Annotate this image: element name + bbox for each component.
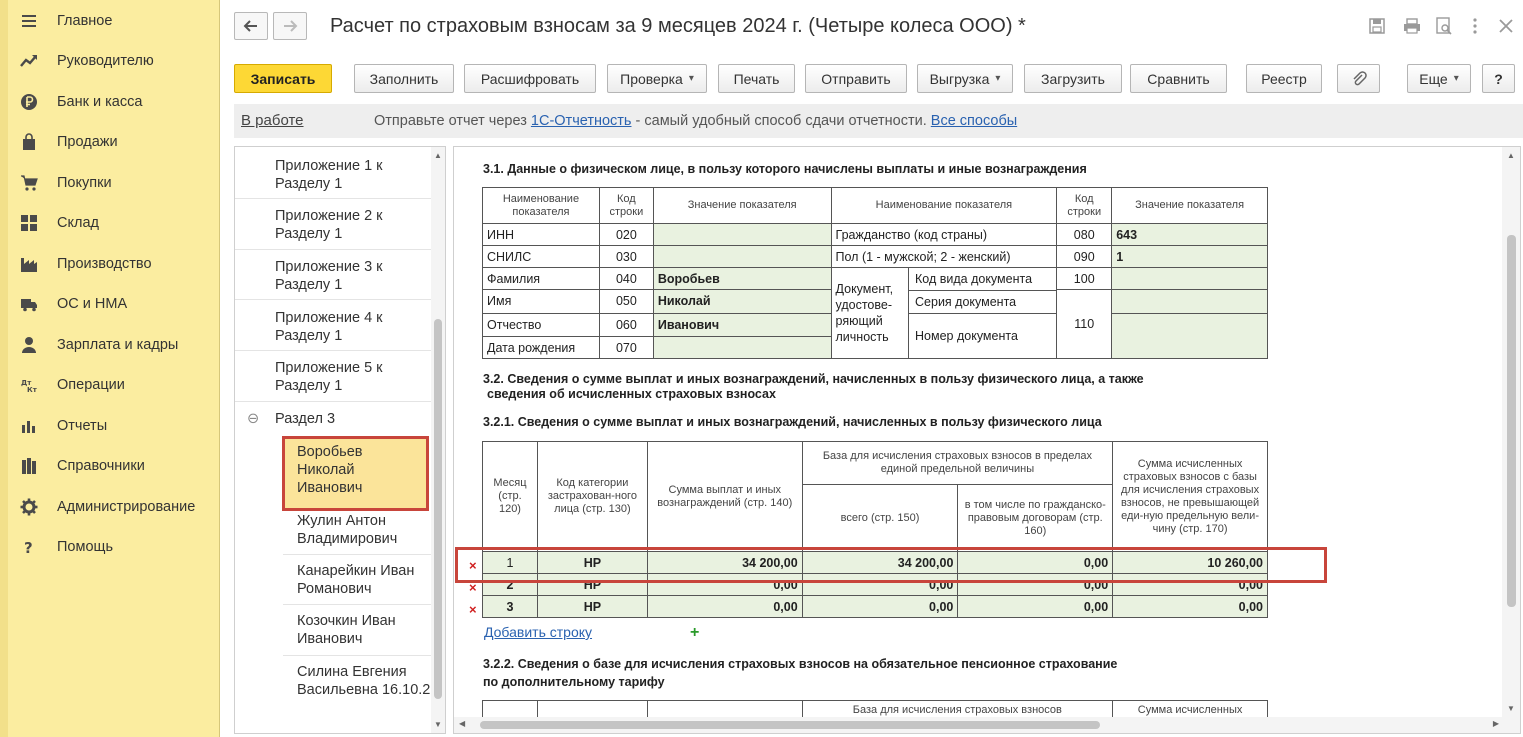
- scroll-up-icon[interactable]: ▲: [434, 151, 442, 160]
- scroll-up-icon[interactable]: ▲: [1507, 151, 1515, 160]
- row-code: 090: [1057, 246, 1112, 268]
- calculated-cell[interactable]: 0,00: [1113, 574, 1268, 596]
- surname-input[interactable]: Воробьев: [653, 268, 831, 290]
- col-header-name-2: Наименование показателя: [831, 188, 1057, 224]
- birthdate-input[interactable]: [653, 337, 831, 359]
- tree-item-text: Канарейкин Иван: [297, 563, 415, 579]
- nav-item-bank[interactable]: [18, 90, 142, 114]
- nav-label: Зарплата и кадры: [57, 337, 179, 353]
- report-form: [453, 146, 1521, 734]
- tree-scrollbar[interactable]: [431, 147, 445, 733]
- col-header-name: Наименование показателя: [483, 188, 600, 224]
- table-row: [483, 596, 1268, 618]
- field-label-patronymic: Отчество: [483, 313, 600, 337]
- person-icon: [18, 334, 40, 356]
- col-header-base-total: всего (стр. 150): [802, 485, 958, 552]
- compare-button[interactable]: Сравнить: [1130, 64, 1227, 93]
- tree-item-text: Приложение 2 к: [275, 208, 383, 224]
- doc-series-input[interactable]: [1112, 290, 1268, 314]
- chevron-down-icon: ▾: [688, 73, 694, 84]
- back-button[interactable]: [234, 12, 268, 40]
- row-code: 020: [599, 224, 653, 246]
- section-3-1-title: 3.1. Данные о физическом лице, в пользу которого начислены выплаты и иные вознаграждения: [483, 162, 1087, 176]
- tree-item-app4[interactable]: [275, 309, 383, 345]
- delete-row-icon[interactable]: ×: [469, 602, 477, 617]
- row-code: 110: [1057, 290, 1112, 359]
- print-button[interactable]: Печать: [718, 64, 795, 93]
- tree-item-text: Разделу 1: [275, 277, 343, 293]
- nav-item-production[interactable]: [18, 252, 152, 276]
- patronymic-input[interactable]: Иванович: [653, 313, 831, 337]
- tree-item-text: Приложение 1 к: [275, 158, 383, 174]
- col-header-base-civil: в том числе по гражданско-правовым договорам (стр. 160): [958, 485, 1113, 552]
- help-button[interactable]: ?: [1482, 64, 1515, 93]
- nav-item-warehouse[interactable]: [18, 211, 99, 235]
- svg-text:Кт: Кт: [27, 386, 37, 394]
- tree-divider: [235, 299, 435, 300]
- tree-divider: [235, 350, 435, 351]
- save-button[interactable]: Записать: [234, 64, 332, 93]
- nav-item-help[interactable]: [18, 535, 113, 559]
- tree-item-text: Приложение 4 к: [275, 310, 383, 326]
- tree-item-person-kanareykin[interactable]: [297, 562, 414, 598]
- arrow-left-icon: [243, 18, 259, 34]
- col-header-payments: Сумма выплат и иных вознаграждений (стр. 140): [647, 442, 802, 552]
- decode-button[interactable]: Расшифровать: [464, 64, 596, 93]
- field-label-snils: СНИЛС: [483, 246, 600, 268]
- selection-highlight-frame: [282, 436, 429, 511]
- payments-cell[interactable]: 0,00: [647, 574, 802, 596]
- plus-icon[interactable]: +: [690, 624, 700, 641]
- row-code: 070: [599, 337, 653, 359]
- nav-item-purchases[interactable]: [18, 171, 112, 195]
- nav-label: Операции: [57, 377, 125, 393]
- category-cell[interactable]: НР: [537, 596, 647, 618]
- info-message: [374, 113, 1017, 129]
- col-header-value: Значение показателя: [653, 188, 831, 224]
- col-header-calculated: Сумма исчисленных: [1113, 701, 1268, 735]
- add-row-link[interactable]: Добавить строку: [484, 624, 593, 640]
- question-icon: [18, 536, 40, 558]
- report-window: [221, 0, 1523, 737]
- registry-button[interactable]: Реестр: [1246, 64, 1322, 93]
- svg-text:?: ?: [24, 539, 33, 556]
- tree-divider: [235, 249, 435, 250]
- inn-input[interactable]: [653, 224, 831, 246]
- tree-item-text: Разделу 1: [275, 328, 343, 344]
- nav-edge: [0, 0, 8, 737]
- tree-item-text: Владимирович: [297, 531, 398, 547]
- field-label-gender: Пол (1 - мужской; 2 - женский): [831, 246, 1057, 268]
- payments-cell[interactable]: 0,00: [647, 596, 802, 618]
- base-total-cell[interactable]: 0,00: [802, 596, 958, 618]
- row-code: 050: [599, 290, 653, 314]
- send-button[interactable]: Отправить: [805, 64, 907, 93]
- col-header-code: Код строки: [599, 188, 653, 224]
- payments-table: [482, 441, 1268, 618]
- scroll-left-icon[interactable]: ◀: [459, 719, 466, 728]
- form-vertical-scrollbar[interactable]: [1502, 147, 1520, 733]
- nav-label: Администрирование: [57, 499, 196, 515]
- form-horizontal-scroll-thumb[interactable]: [480, 721, 1100, 729]
- field-label-doc-series: Серия документа: [909, 291, 1057, 314]
- info-text-after: - самый удобный способ сдачи отчетности.: [631, 113, 931, 129]
- field-label-doc-number: Номер документа: [915, 328, 1018, 343]
- col-header-calculated: Сумма исчисленных страховых взносов с базы для исчисления страховых взносов, не превышающей еди-ную предельную вели-чину (стр. 170): [1113, 442, 1268, 552]
- tree-item-text: Николай: [297, 462, 355, 478]
- calculated-cell[interactable]: 10 260,00: [1113, 552, 1268, 574]
- tree-item-person-silina[interactable]: [297, 663, 430, 699]
- doc-number-input[interactable]: [1112, 313, 1268, 359]
- tree-item-text: Разделу 1: [275, 226, 343, 242]
- cart-icon: [18, 172, 40, 194]
- tree-item-text: Жулин Антон: [297, 513, 386, 529]
- doc-kind-input[interactable]: [1112, 268, 1268, 290]
- save-disk-icon[interactable]: [1367, 16, 1387, 36]
- scroll-down-icon[interactable]: ▼: [1507, 704, 1515, 713]
- tree-item-text: Силина Евгения: [297, 664, 407, 680]
- nav-item-manager[interactable]: [18, 49, 154, 73]
- col-header-base: База для исчисления страховых взносов: [802, 701, 1113, 735]
- gender-input[interactable]: 1: [1112, 246, 1268, 268]
- check-button-label: Проверка: [620, 70, 683, 87]
- close-icon[interactable]: [1496, 16, 1516, 36]
- nav-item-salary[interactable]: [18, 333, 178, 357]
- nav-label: Справочники: [57, 458, 145, 474]
- tree-divider: [283, 655, 433, 656]
- section-3-2-2-title: 3.2.2. Сведения о базе для исчисления страховых взносов на обязательное пенсионное страхование: [483, 657, 1118, 671]
- col-header-code-2: Код строки: [1057, 188, 1112, 224]
- nav-item-admin[interactable]: [18, 495, 195, 519]
- upload-button[interactable]: [917, 64, 1013, 93]
- field-label-doc-kind: Код вида документа: [909, 268, 1057, 291]
- row-highlight-frame: [455, 547, 1327, 583]
- tree-divider: [283, 554, 433, 555]
- check-button[interactable]: [607, 64, 707, 93]
- svg-text:Дт: Дт: [21, 379, 32, 387]
- calculated-cell[interactable]: 0,00: [1113, 596, 1268, 618]
- tree-item-text: Разделу 1: [275, 378, 343, 394]
- nav-label: Покупки: [57, 175, 112, 191]
- tree-item-person-zhulin[interactable]: [297, 512, 397, 548]
- nav-label: Руководителю: [57, 53, 154, 69]
- scroll-down-icon[interactable]: ▼: [434, 720, 442, 729]
- base-civil-cell[interactable]: 0,00: [958, 552, 1113, 574]
- nav-label: Главное: [57, 13, 113, 29]
- citizenship-input[interactable]: 643: [1112, 224, 1268, 246]
- grid-icon: [18, 212, 40, 234]
- category-cell[interactable]: НР: [537, 552, 647, 574]
- all-ways-link[interactable]: Все способы: [930, 113, 1018, 129]
- tree-item-text: Романович: [297, 581, 372, 597]
- chevron-down-icon: ▾: [995, 73, 1001, 84]
- tree-divider: [283, 604, 433, 605]
- document-subtable: [832, 268, 1057, 358]
- delete-row-icon[interactable]: ×: [469, 558, 477, 573]
- delete-row-icon[interactable]: ×: [469, 580, 477, 595]
- document-group-label: Документ, удостове-ряющий личность: [832, 268, 909, 358]
- gear-icon: [18, 496, 40, 518]
- tree-item-section3[interactable]: Раздел 3: [275, 411, 336, 427]
- base-total-cell[interactable]: 0,00: [802, 574, 958, 596]
- tree-item-text: Воробьев: [297, 444, 363, 460]
- truck-icon: [18, 293, 40, 315]
- nav-label: Склад: [57, 215, 99, 231]
- field-label-name: Имя: [483, 290, 600, 314]
- tree-item-app1[interactable]: [275, 157, 383, 193]
- name-input[interactable]: Николай: [653, 290, 831, 314]
- row-code: 030: [599, 246, 653, 268]
- col-header-base: База для исчисления страховых взносов в пределах единой предельной величины: [802, 442, 1112, 485]
- printer-icon[interactable]: [1402, 16, 1422, 36]
- more-actions-icon[interactable]: [1465, 16, 1485, 36]
- nav-label: Банк и касса: [57, 94, 143, 110]
- 1c-reporting-link[interactable]: 1С-Отчетность: [530, 113, 632, 129]
- tree-item-text: Разделу 1: [275, 176, 343, 192]
- tree-divider: [235, 401, 435, 402]
- bag-icon: [18, 131, 40, 153]
- chevron-down-icon: ▾: [1453, 73, 1459, 84]
- tree-item-text: Иванович: [297, 480, 363, 496]
- field-label-birthdate: Дата рождения: [483, 337, 600, 359]
- payments-cell[interactable]: 34 200,00: [647, 552, 802, 574]
- document-group: [831, 268, 1057, 359]
- col-header-month: Месяц (стр. 120): [483, 442, 538, 552]
- tree-divider: [235, 198, 435, 199]
- category-cell[interactable]: НР: [537, 574, 647, 596]
- forward-button[interactable]: [273, 12, 307, 40]
- section-3-2-title-cont: сведения об исчисленных страховых взносах: [487, 387, 776, 401]
- section-3-2-2-title-cont: по дополнительному тарифу: [483, 675, 665, 689]
- tree-scroll-thumb[interactable]: [434, 319, 442, 699]
- tree-item-text: Приложение 5 к: [275, 360, 383, 376]
- field-label-surname: Фамилия: [483, 268, 600, 290]
- form-horizontal-scrollbar[interactable]: [454, 717, 1504, 733]
- section-3-2-title: 3.2. Сведения о сумме выплат и иных вознаграждений, начисленных в пользу физического лица, а также: [483, 372, 1144, 386]
- section-navigation: [0, 0, 220, 737]
- factory-icon: [18, 253, 40, 275]
- collapse-icon[interactable]: ⊖: [247, 411, 260, 427]
- nav-item-catalogs[interactable]: [18, 454, 145, 478]
- nav-item-operations[interactable]: [18, 373, 125, 397]
- row-code: 100: [1057, 268, 1112, 290]
- col-header-category: Код категории застрахован-ного лица (стр. 130): [537, 442, 647, 552]
- status-link[interactable]: В работе: [241, 112, 304, 129]
- nav-label: Отчеты: [57, 418, 108, 434]
- tree-item-app3[interactable]: [275, 258, 383, 294]
- field-label-inn: ИНН: [483, 224, 600, 246]
- nav-label: Производство: [57, 256, 152, 272]
- preview-icon[interactable]: [1434, 16, 1454, 36]
- tree-item-app5[interactable]: [275, 359, 383, 395]
- nav-item-sales[interactable]: [18, 130, 118, 154]
- ruble-icon: [18, 91, 40, 113]
- tree-item-app2[interactable]: [275, 207, 383, 243]
- report-structure-tree: [234, 146, 446, 734]
- nav-label: ОС и НМА: [57, 296, 128, 312]
- bar-chart-icon: [18, 415, 40, 437]
- books-icon: [18, 455, 40, 477]
- tree-item-text: Козочкин Иван: [297, 613, 396, 629]
- month-cell[interactable]: 1: [483, 552, 538, 574]
- nav-label: Продажи: [57, 134, 118, 150]
- base-civil-cell[interactable]: 0,00: [958, 574, 1113, 596]
- upload-button-label: Выгрузка: [929, 70, 990, 87]
- nav-item-assets[interactable]: [18, 292, 127, 316]
- row-code: 080: [1057, 224, 1112, 246]
- load-button[interactable]: Загрузить: [1024, 64, 1122, 93]
- form-vertical-scroll-thumb[interactable]: [1507, 235, 1516, 607]
- info-text-before: Отправьте отчет через: [374, 113, 531, 129]
- scroll-right-icon[interactable]: ▶: [1492, 719, 1499, 728]
- nav-item-home[interactable]: [18, 9, 112, 33]
- dt-kt-icon: [18, 374, 40, 396]
- field-label-citizenship: Гражданство (код страны): [831, 224, 1057, 246]
- fill-button[interactable]: Заполнить: [354, 64, 454, 93]
- section-3-2-1-title: 3.2.1. Сведения о сумме выплат и иных вознаграждений, начисленных в пользу физического лица: [483, 415, 1102, 429]
- tree-item-text: Иванович: [297, 631, 363, 647]
- more-button-label: Еще: [1419, 70, 1448, 87]
- paperclip-icon: [1351, 71, 1367, 87]
- attach-button[interactable]: [1337, 64, 1380, 93]
- tree-item-text: Васильевна 16.10.2: [297, 682, 431, 698]
- nav-item-reports[interactable]: [18, 414, 107, 438]
- col-header-value-2: Значение показателя: [1112, 188, 1268, 224]
- more-button[interactable]: [1407, 64, 1471, 93]
- nav-label: Помощь: [57, 539, 114, 555]
- row-code: 040: [599, 268, 653, 290]
- trend-icon: [18, 50, 40, 72]
- snils-input[interactable]: [653, 246, 831, 268]
- base-civil-cell[interactable]: 0,00: [958, 596, 1113, 618]
- month-cell[interactable]: 2: [483, 574, 538, 596]
- info-bar: [234, 104, 1523, 138]
- arrow-right-icon: [282, 18, 298, 34]
- tree-item-text: Приложение 3 к: [275, 259, 383, 275]
- menu-icon: [18, 10, 40, 32]
- tree-item-person-kozochkin[interactable]: [297, 612, 396, 648]
- window-title: Расчет по страховым взносам за 9 месяцев 2024 г. (Четыре колеса ООО) *: [330, 15, 1026, 37]
- personal-data-table: [482, 187, 1268, 359]
- month-cell[interactable]: 3: [483, 596, 538, 618]
- row-code: 060: [599, 313, 653, 337]
- base-total-cell[interactable]: 34 200,00: [802, 552, 958, 574]
